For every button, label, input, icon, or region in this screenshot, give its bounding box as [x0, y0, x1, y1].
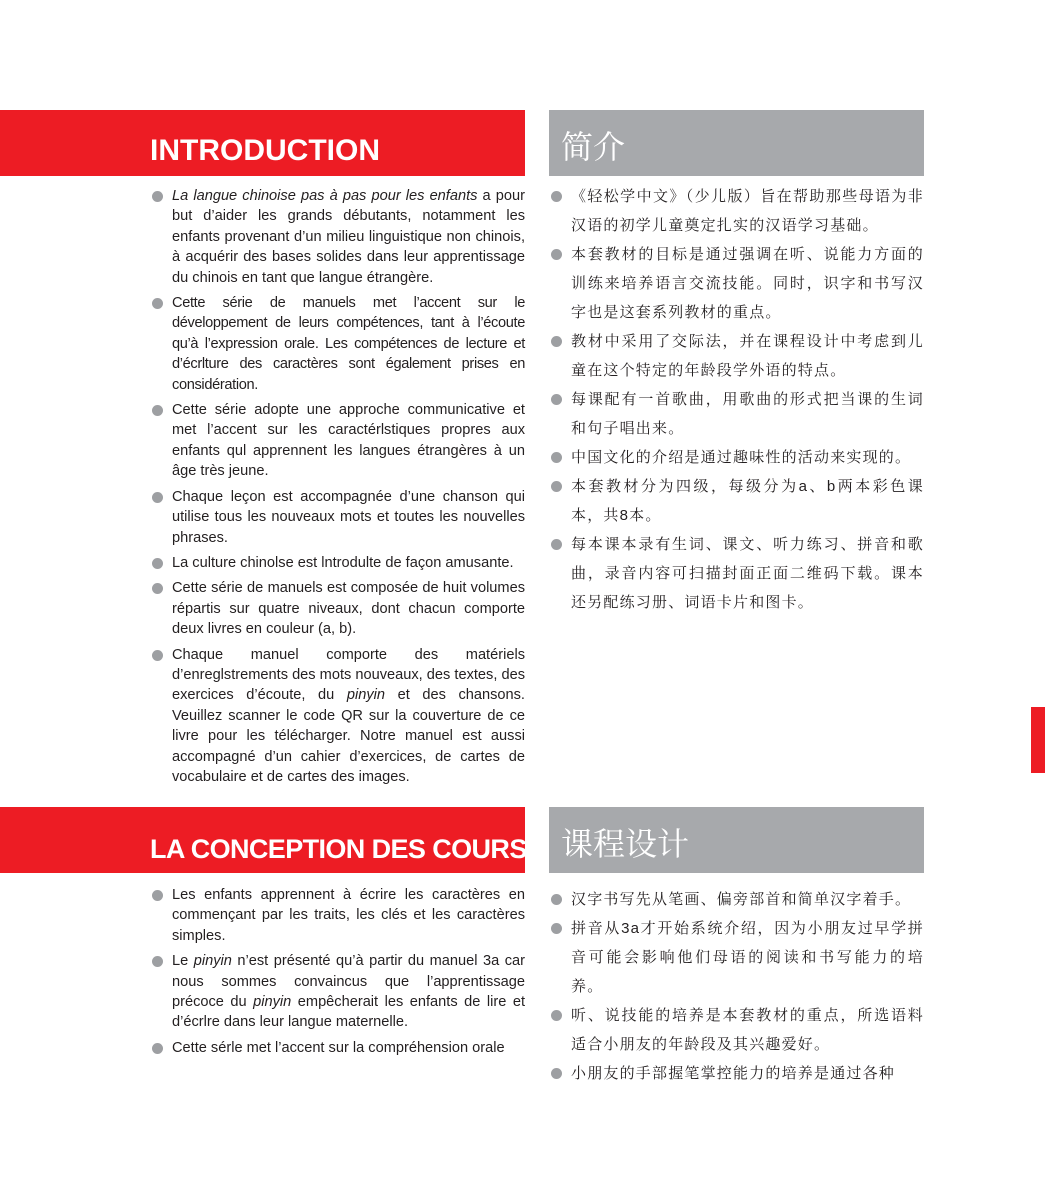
introduction-header-fr: [0, 110, 525, 176]
introduction-title-fr: INTRODUCTION: [150, 134, 380, 167]
list-item: [549, 914, 924, 1001]
list-item: [150, 885, 525, 946]
course-design-header-zh: [549, 807, 924, 873]
bullet-icon: [152, 405, 163, 416]
course-design-title-zh: 课程设计: [561, 825, 690, 863]
list-item: [549, 327, 924, 385]
item-text: Cette série de manuels est composée de huit volumes répartis sur quatre niveaux, dont chacun comporte deux livres en couleur (a, b).: [172, 580, 525, 638]
bullet-icon: [152, 583, 163, 594]
bullet-icon: [551, 452, 562, 463]
item-text: Cette série de manuels met l’accent sur le développement de leurs compétences, tant à l’écoute qu’à l’expression orale. Les compétences de lecture et d’écrlture des caractères sont également prises en considération.: [172, 295, 525, 393]
bullet-icon: [551, 894, 562, 905]
bullet-icon: [152, 890, 163, 901]
list-item: [150, 645, 525, 788]
bullet-icon: [551, 1068, 562, 1079]
item-text: et des chansons. Veuillez scanner le code QR sur la couverture de ce livre pour les télécharger. Notre manuel est aussi accompagné d’un cahier d’exercices, de cartes de vocabulaire et de cartes des images.: [172, 687, 525, 785]
pinyin-italic: pinyin: [253, 994, 292, 1011]
list-item: [150, 951, 525, 1033]
list-item: [549, 240, 924, 327]
list-item: [549, 1001, 924, 1059]
bullet-icon: [551, 191, 562, 202]
bullet-icon: [152, 191, 163, 202]
pinyin-italic: pinyin: [193, 953, 232, 970]
item-text: La culture chinolse est lntrodulte de façon amusante.: [172, 554, 514, 571]
item-text: 听、说技能的培养是本套教材的重点，所选语料适合小朋友的年龄段及其兴趣爱好。: [571, 1007, 924, 1053]
bullet-icon: [152, 492, 163, 503]
item-text: Chaque leçon est accompagnée d’une chanson qui utilise tous les nouveaux mots et toutes les nouvelles phrases.: [172, 488, 525, 546]
book-title-italic: La langue chinoise pas à pas pour les enfants: [172, 188, 478, 204]
item-text: Cette sérle met l’accent sur la compréhension orale: [172, 1039, 505, 1056]
item-text: 教材中采用了交际法，并在课程设计中考虑到儿童在这个特定的年龄段学外语的特点。: [571, 333, 924, 379]
list-item: [150, 1038, 525, 1058]
list-item: [549, 472, 924, 530]
course-design-list-zh: [549, 885, 924, 1088]
introduction-header-zh: [549, 110, 924, 176]
list-item: [150, 487, 525, 548]
bullet-icon: [152, 650, 163, 661]
item-text: 本套教材分为四级，每级分为a、b两本彩色课本，共8本。: [571, 478, 924, 524]
list-item: [150, 578, 525, 639]
introduction-list-zh: [549, 182, 924, 617]
item-text: Les enfants apprennent à écrire les caractères en commençant par les traits, les clés et les caractères simples.: [172, 887, 525, 944]
list-item: [549, 530, 924, 617]
list-item: [549, 885, 924, 914]
list-item: [549, 385, 924, 443]
bullet-icon: [551, 923, 562, 934]
bullet-icon: [152, 558, 163, 569]
introduction-title-zh: 简介: [561, 128, 626, 166]
bullet-icon: [551, 481, 562, 492]
course-design-header-fr: [0, 807, 525, 873]
item-text: 每课配有一首歌曲，用歌曲的形式把当课的生词和句子唱出来。: [571, 391, 924, 437]
item-text: 小朋友的手部握笔掌控能力的培养是通过各种: [571, 1065, 896, 1082]
bullet-icon: [152, 298, 163, 309]
item-text: 中国文化的介绍是通过趣味性的活动来实现的。: [571, 449, 912, 466]
item-text: Le: [172, 953, 194, 970]
course-design-title-fr: LA CONCEPTION DES COURS: [150, 834, 527, 864]
bullet-icon: [551, 336, 562, 347]
bullet-icon: [551, 539, 562, 550]
list-item: [549, 443, 924, 472]
list-item: [549, 1059, 924, 1088]
item-text: 汉字书写先从笔画、偏旁部首和简单汉字着手。: [571, 891, 912, 908]
item-text: n’est présenté qu’à partir du manuel 3a car nous sommes convaincus que l’apprentissage précoce du: [172, 953, 526, 1011]
list-item: [549, 182, 924, 240]
bullet-icon: [551, 1010, 562, 1021]
bullet-icon: [551, 249, 562, 260]
list-item: [150, 293, 525, 395]
item-text: 拼音从3a才开始系统介绍，因为小朋友过早学拼音可能会影响他们母语的阅读和书写能力的培养。: [571, 920, 924, 995]
chapter-tab-marker: [1031, 707, 1045, 773]
item-text: 《轻松学中文》（少儿版）旨在帮助那些母语为非汉语的初学儿童奠定扎实的汉语学习基础。: [571, 188, 924, 234]
item-text: Cette série adopte une approche communicative et met l’accent sur les caractérlstiques propres aux enfants qul apprennent les langues étrangères à un âge très jeune.: [172, 402, 525, 480]
pinyin-italic: pinyin: [346, 687, 385, 704]
bullet-icon: [551, 394, 562, 405]
item-text: empêcherait les enfants de lire et d’écrlre dans leur langue maternelle.: [172, 994, 525, 1031]
item-text: 本套教材的目标是通过强调在听、说能力方面的训练来培养语言交流技能。同时，识字和书写汉字也是这套系列教材的重点。: [571, 246, 924, 321]
list-item: [150, 186, 525, 288]
list-item: [150, 400, 525, 482]
item-text: a pour but d’aider les grands débutants, notamment les enfants provenant d’un milieu linguistique non chinois, à acquérir des bases solides dans leur apprentissage du chinois en tant que langue étrangère.: [172, 188, 525, 286]
bullet-icon: [152, 1043, 163, 1054]
bullet-icon: [152, 956, 163, 967]
item-text: Chaque manuel comporte des matériels d’enreglstrements des mots nouveaux, des textes, des exercices d’écoute, du: [172, 646, 525, 704]
course-design-list-fr: [150, 885, 525, 1063]
list-item: [150, 553, 525, 573]
introduction-list-fr: [150, 186, 525, 792]
item-text: 每本课本录有生词、课文、听力练习、拼音和歌曲，录音内容可扫描封面正面二维码下载。课本还另配练习册、词语卡片和图卡。: [571, 536, 924, 611]
